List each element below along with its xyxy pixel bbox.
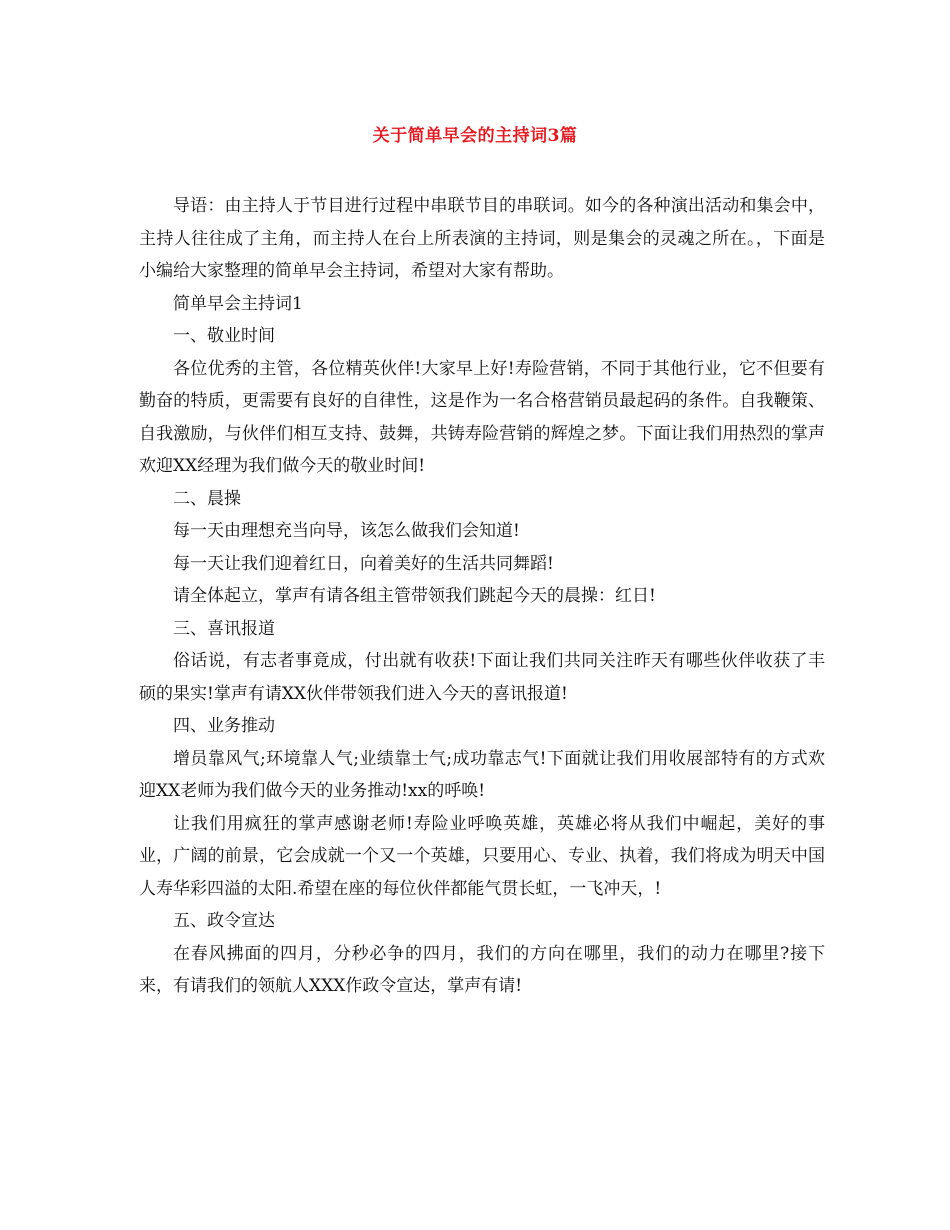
body-paragraph: 让我们用疯狂的掌声感谢老师!寿险业呼唤英雄，英雄必将从我们中崛起，美好的事业，广阔的前景，它会成就一个又一个英雄，只要用心、专业、执着，我们将成为明天中国人寿华彩四溢的太阳.希望在座的每位伙伴都能气贯长虹，一飞冲天，! xyxy=(139,813,825,899)
body-paragraph: 各位优秀的主管，各位精英伙伴!大家早上好!寿险营销，不同于其他行业，它不但要有勤奋的特质，更需要有良好的自律性，这是作为一名合格营销员最起码的条件。自我鞭策、自我激励，与伙伴们相互支持、鼓舞，共铸寿险营销的辉煌之梦。下面让我们用热烈的掌声欢迎XX经理为我们做今天的敬业时间! xyxy=(139,358,825,476)
intro-paragraph: 导语：由主持人于节目进行过程中串联节目的串联词。如今的各种演出活动和集会中，主持人往往成了主角，而主持人在台上所表演的主持词，则是集会的灵魂之所在。，下面是小编给大家整理的简单早会主持词，希望对大家有帮助。 xyxy=(139,196,825,281)
body-paragraph: 俗话说，有志者事竟成，付出就有收获!下面让我们共同关注昨天有哪些伙伴收获了丰硕的果实!掌声有请XX伙伴带领我们进入今天的喜讯报道! xyxy=(139,651,825,704)
subsection-heading: 一、敬业时间 xyxy=(173,326,275,346)
document-title: 关于简单早会的主持词3篇 xyxy=(372,126,578,146)
subsection-heading: 五、政令宣达 xyxy=(173,911,275,931)
document-body xyxy=(139,190,825,1003)
body-paragraph: 在春风拂面的四月，分秒必争的四月，我们的方向在哪里，我们的动力在哪里?接下来，有请我们的领航人XXX作政令宣达，掌声有请! xyxy=(139,943,825,996)
body-paragraph: 每一天由理想充当向导，该怎么做我们会知道! xyxy=(173,521,520,541)
body-paragraph: 增员靠风气;环境靠人气;业绩靠士气;成功靠志气!下面就让我们用收展部特有的方式欢迎XX老师为我们做今天的业务推动!xx的呼唤! xyxy=(139,748,825,801)
section-heading: 简单早会主持词1 xyxy=(173,293,303,314)
subsection-heading: 三、喜讯报道 xyxy=(173,618,275,639)
body-paragraph: 每一天让我们迎着红日，向着美好的生活共同舞蹈! xyxy=(173,553,554,574)
subsection-heading: 四、业务推动 xyxy=(173,716,275,736)
subsection-heading: 二、晨操 xyxy=(173,488,241,509)
body-paragraph: 请全体起立，掌声有请各组主管带领我们跳起今天的晨操：红日! xyxy=(173,586,656,606)
